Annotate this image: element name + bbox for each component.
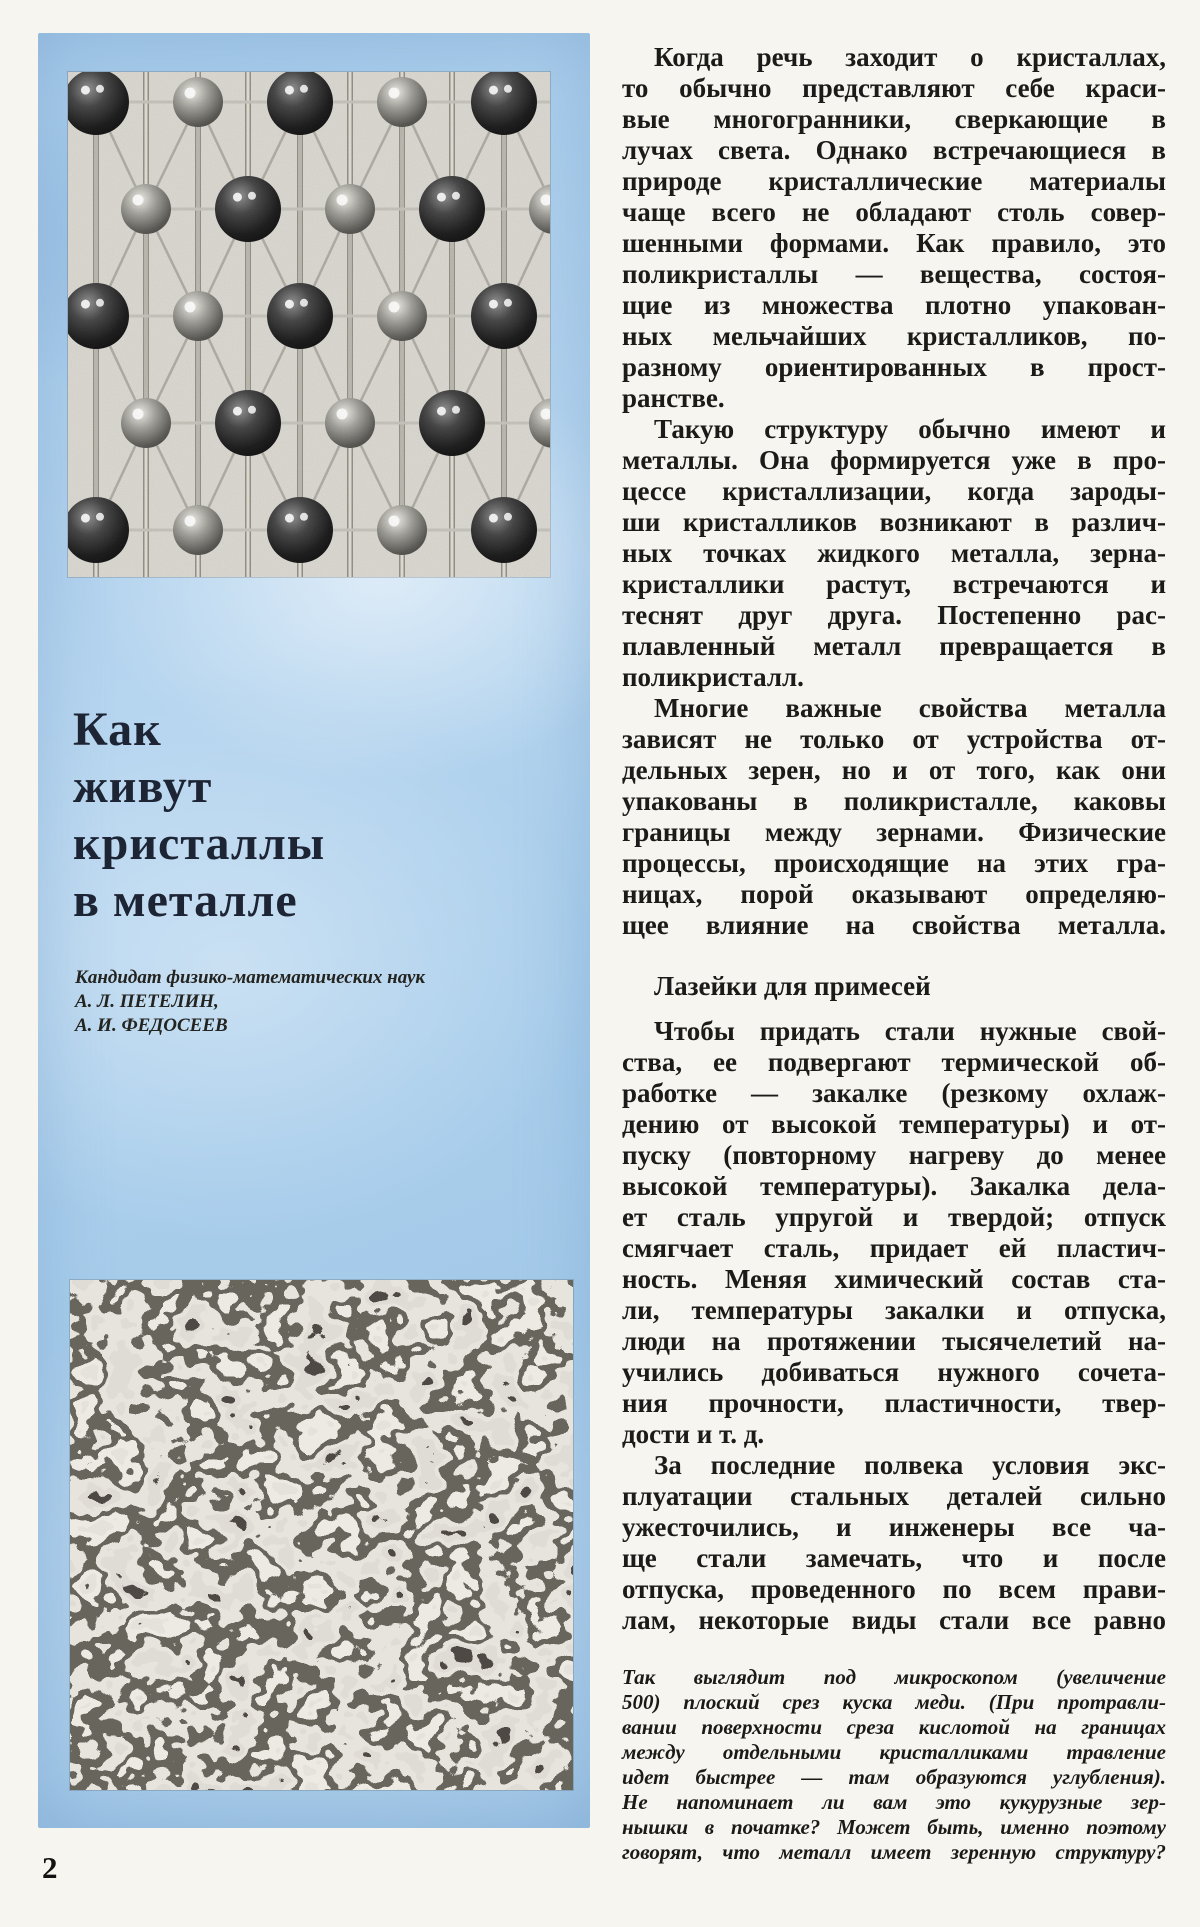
- text-line: ет сталь упругой и твердой; отпуск: [622, 1202, 1166, 1232]
- section-heading: Лазейки для примесей: [654, 971, 931, 1001]
- text-line: работке — закалке (резкому охлаж-: [622, 1078, 1166, 1108]
- text-line: смягчает сталь, придает ей пластич-: [622, 1233, 1166, 1263]
- article-body: [622, 42, 1166, 1636]
- caption-line: вании поверхности среза кислотой на границах: [622, 1715, 1166, 1739]
- caption-line: между отдельными кристалликами травление: [622, 1740, 1166, 1764]
- text-line: поликристаллы — вещества, состоя-: [622, 259, 1166, 289]
- text-line: вые многогранники, сверкающие в: [622, 104, 1166, 134]
- title-line: живут: [73, 760, 213, 813]
- title-line: в металле: [73, 874, 298, 927]
- photo-caption: [622, 1665, 1166, 1865]
- text-line: дости и т. д.: [622, 1419, 765, 1449]
- text-line: щее влияние на свойства металла.: [622, 910, 1166, 940]
- text-line: ных мельчайших кристалликов, по-: [622, 321, 1166, 351]
- text-line: ных точках жидкого металла, зерна-: [622, 538, 1166, 568]
- article-title: [73, 701, 325, 929]
- text-line: ность. Меняя химический состав ста-: [622, 1264, 1166, 1294]
- caption-line: нышки в початке? Может быть, именно поэтому: [622, 1815, 1166, 1839]
- text-line: дельных зерен, но и от того, как они: [622, 755, 1166, 785]
- text-line: то обычно представляют себе краси-: [622, 73, 1166, 103]
- text-line: ли, температуры закалки и отпуска,: [622, 1295, 1166, 1325]
- title-line: Как: [73, 703, 162, 756]
- text-line: упакованы в поликристалле, каковы: [622, 786, 1166, 816]
- body-paragraph: [622, 42, 1166, 414]
- caption-line: Так выглядит под микроскопом (увеличение: [622, 1665, 1166, 1689]
- text-line: дению от высокой температуры) и от-: [622, 1109, 1166, 1139]
- text-line: лучах света. Однако встречающиеся в: [622, 135, 1166, 165]
- text-line: металлы. Она формируется уже в про-: [622, 445, 1166, 475]
- text-line: люди на протяжении тысячелетий на-: [622, 1326, 1166, 1356]
- body-paragraph: [622, 1450, 1166, 1636]
- text-line: границы между зернами. Физические: [622, 817, 1166, 847]
- text-line: теснят друг друга. Постепенно рас-: [622, 600, 1166, 630]
- text-line: пуску (повторному нагреву до менее: [622, 1140, 1166, 1170]
- text-line: лам, некоторые виды стали все равно: [622, 1605, 1166, 1635]
- body-paragraph: [622, 693, 1166, 941]
- text-line: щие из множества плотно упакован-: [622, 290, 1166, 320]
- text-line: Чтобы придать стали нужные свой-: [654, 1016, 1166, 1046]
- text-line: цессе кристаллизации, когда зароды-: [622, 476, 1166, 506]
- byline-line: Кандидат физико-математических наук: [75, 967, 426, 988]
- text-line: зависят не только от устройства от-: [622, 724, 1166, 754]
- copper-micrograph-photo: [70, 1280, 573, 1790]
- text-line: За последние полвека условия экс-: [654, 1450, 1166, 1480]
- text-line: ще стали замечать, что и после: [622, 1543, 1166, 1573]
- page-number: 2: [42, 1850, 58, 1885]
- body-paragraph: [622, 1016, 1166, 1450]
- body-paragraph: [622, 414, 1166, 693]
- text-line: плуатации стальных деталей сильно: [622, 1481, 1166, 1511]
- title-line: кристаллы: [73, 817, 326, 870]
- text-line: ницах, порой оказывают определяю-: [622, 879, 1166, 909]
- byline-line: А. И. ФЕДОСЕЕВ: [75, 1015, 228, 1036]
- text-line: ши кристалликов возникают в различ-: [622, 507, 1166, 537]
- text-line: плавленный металл превращается в: [622, 631, 1166, 661]
- byline-line: А. Л. ПЕТЕЛИН,: [75, 991, 219, 1012]
- text-line: ужесточились, и инженеры все ча-: [622, 1512, 1166, 1542]
- crystal-lattice-photo: [68, 72, 550, 577]
- text-line: природе кристаллические материалы: [622, 166, 1166, 196]
- text-line: чаще всего не обладают столь совер-: [622, 197, 1166, 227]
- text-line: шенными формами. Как правило, это: [622, 228, 1166, 258]
- caption-line: говорят, что металл имеет зеренную структуру?: [622, 1840, 1166, 1864]
- text-line: Такую структуру обычно имеют и: [654, 414, 1166, 444]
- text-line: ния прочности, пластичности, твер-: [622, 1388, 1166, 1418]
- text-line: ранстве.: [622, 383, 725, 413]
- grain-texture: [70, 1280, 573, 1790]
- text-line: процессы, происходящие на этих гра-: [622, 848, 1166, 878]
- text-line: отпуска, проведенного по всем прави-: [622, 1574, 1166, 1604]
- text-line: высокой температуры). Закалка дела-: [622, 1171, 1166, 1201]
- text-line: кристаллики растут, встречаются и: [622, 569, 1166, 599]
- text-line: ства, ее подвергают термической об-: [622, 1047, 1166, 1077]
- byline: [75, 966, 555, 1038]
- caption-line: 500) плоский срез куска меди. (При протравли-: [622, 1690, 1166, 1714]
- caption-line: Не напоминает ли вам это кукурузные зер-: [622, 1790, 1166, 1814]
- text-line: Когда речь заходит о кристаллах,: [654, 42, 1166, 72]
- text-line: учились добиваться нужного сочета-: [622, 1357, 1166, 1387]
- text-line: Многие важные свойства металла: [654, 693, 1166, 723]
- caption-line: идет быстрее — там образуются углубления).: [622, 1765, 1166, 1789]
- text-line: разному ориентированных в прост-: [622, 352, 1166, 382]
- left-blue-panel: [38, 33, 590, 1828]
- text-line: поликристалл.: [622, 662, 804, 692]
